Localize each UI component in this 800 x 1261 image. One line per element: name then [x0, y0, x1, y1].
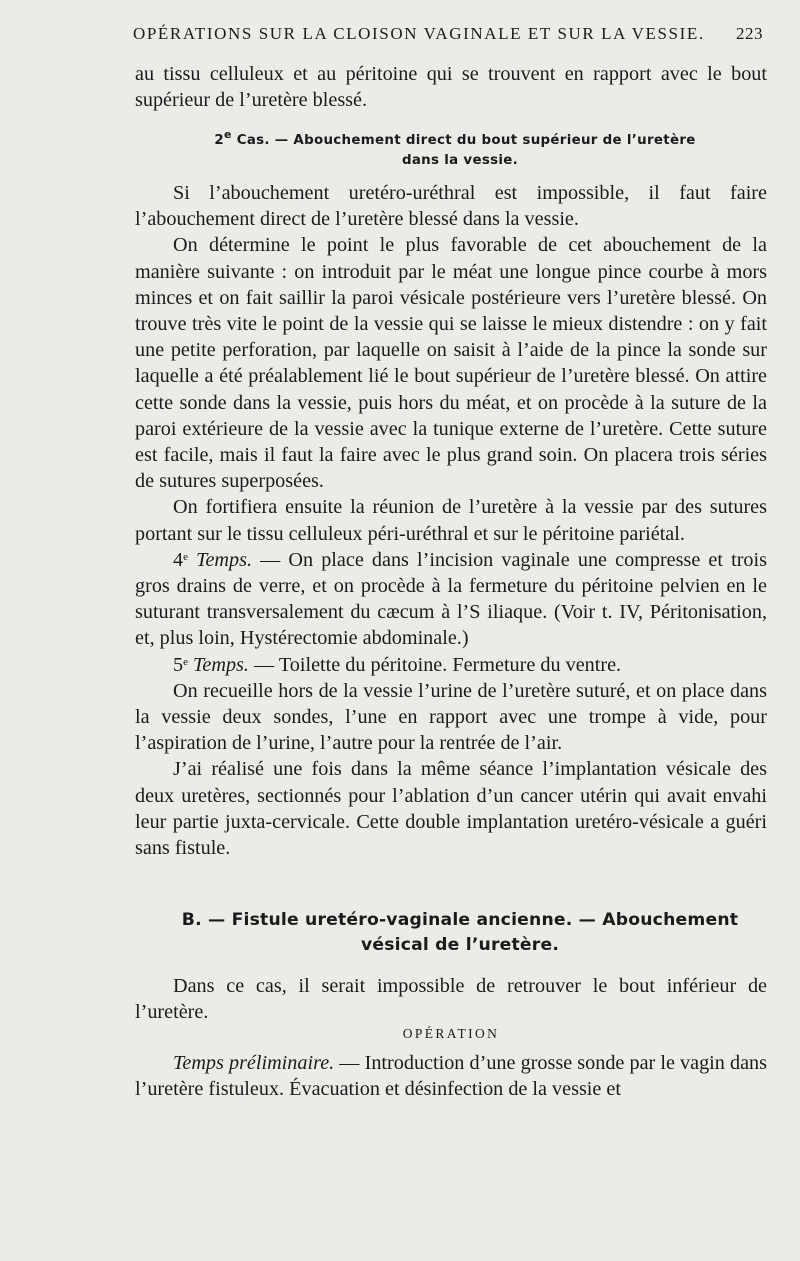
- temps-preliminaire-label: Temps préliminaire.: [173, 1052, 335, 1074]
- section-b-intro: Dans ce cas, il serait impossible de retrouver le bout inférieur de l’uretère.: [135, 975, 767, 1024]
- temps-preliminaire-paragraph: [135, 1050, 767, 1102]
- running-head: [133, 24, 763, 46]
- temps-preliminaire-block: [135, 1050, 767, 1102]
- temps4-number: 4: [173, 548, 184, 571]
- paragraph: Si l’abouchement uretéro-uréthral est impossible, il faut faire l’abouchement direct de l’uretère blessé dans la vessie.: [135, 182, 767, 231]
- temps4-label: Temps.: [187, 548, 253, 571]
- section-b-heading-line1: B. — Fistule uretéro-vaginale ancienne. — Abouchement: [181, 910, 739, 930]
- temps4-sup: e: [183, 550, 188, 563]
- section-b-heading-line2: vésical de l’uretère.: [360, 935, 560, 955]
- intro-continuation: au tissu celluleux et au péritoine qui se trouvent en rapport avec le bout supérieur de l’uretère blessé.: [135, 63, 767, 112]
- temps-preliminaire-text: — Introduction d’une grosse sonde par le vagin dans l’uretère fistuleux. Évacuation et désinfection de la vessie et: [135, 1052, 767, 1101]
- case2-heading-line1: Cas. — Abouchement direct du bout supérieur de l’uretère: [231, 133, 696, 148]
- temps5-paragraph: [135, 652, 767, 678]
- temps5-label: Temps.: [187, 653, 249, 676]
- temps5-number: 5: [173, 653, 184, 676]
- temps5-sup: e: [183, 655, 188, 668]
- paragraph: On détermine le point le plus favorable de cet abouchement de la manière suivante : on introduit par le méat une longue pince courbe à mors minces et on fait saillir la paroi vésicale postérieure vers l’uretère blessé. On trouve très vite le point de la vessie qui se laisse le mieux distendre : on y fait une petite perforation, par laquelle on saisit à l’aide de la pince la sonde sur laquelle a été préalablement lié le bout supérieur de l’uretère blessé. On attire cette sonde dans la vessie, puis hors du méat, et on procède à la suture de la paroi extérieure de la vessie avec la tunique externe de l’uretère. Cette suture est facile, mais il faut la faire avec le plus grand soin. On placera trois séries de sutures superposées.: [135, 234, 767, 493]
- intro-continuation-block: [135, 61, 767, 113]
- case2-heading-line2: dans la vessie.: [401, 153, 519, 168]
- operation-heading: OPÉRATION: [402, 1026, 500, 1041]
- paragraph: On fortifiera ensuite la réunion de l’uretère à la vessie par des sutures portant sur le tissu celluleux péri-uréthral et sur le péritoine pariétal.: [135, 496, 767, 545]
- section-b-intro-block: [135, 973, 767, 1025]
- section-b-heading: [150, 908, 770, 958]
- temps5-text: — Toilette du péritoine. Fermeture du ventre.: [248, 653, 622, 676]
- case2-heading-sup: e: [223, 128, 232, 141]
- case2-heading-number: 2: [214, 133, 224, 148]
- temps4-text: — On place dans l’incision vaginale une compresse et trois gros drains de verre, et on procède à la fermeture du péritoine pelvien en le suturant transversalement du cæcum à l’S iliaque. (Voir t. IV, Péritonisation, et, plus loin, Hystérectomie abdominale.): [135, 548, 767, 650]
- paragraph: On recueille hors de la vessie l’urine de l’uretère suturé, et on place dans la vessie deux sondes, l’une en rapport avec une trompe à vide, pour l’aspiration de l’urine, l’autre pour la rentrée de l’air.: [135, 679, 767, 755]
- case2-heading: [175, 128, 735, 171]
- temps4-paragraph: [135, 547, 767, 652]
- section1-text: [135, 180, 767, 861]
- paragraph: J’ai réalisé une fois dans la même séance l’implantation vésicale des deux uretères, sectionnés pour l’ablation d’un cancer utérin qui avait envahi leur partie juxta-cervicale. Cette double implantation uretéro-vésicale a guéri sans fistule.: [135, 758, 767, 860]
- page-number: 223: [736, 24, 763, 43]
- running-head-title: OPÉRATIONS SUR LA CLOISON VAGINALE ET SUR LA VESSIE.: [133, 24, 705, 43]
